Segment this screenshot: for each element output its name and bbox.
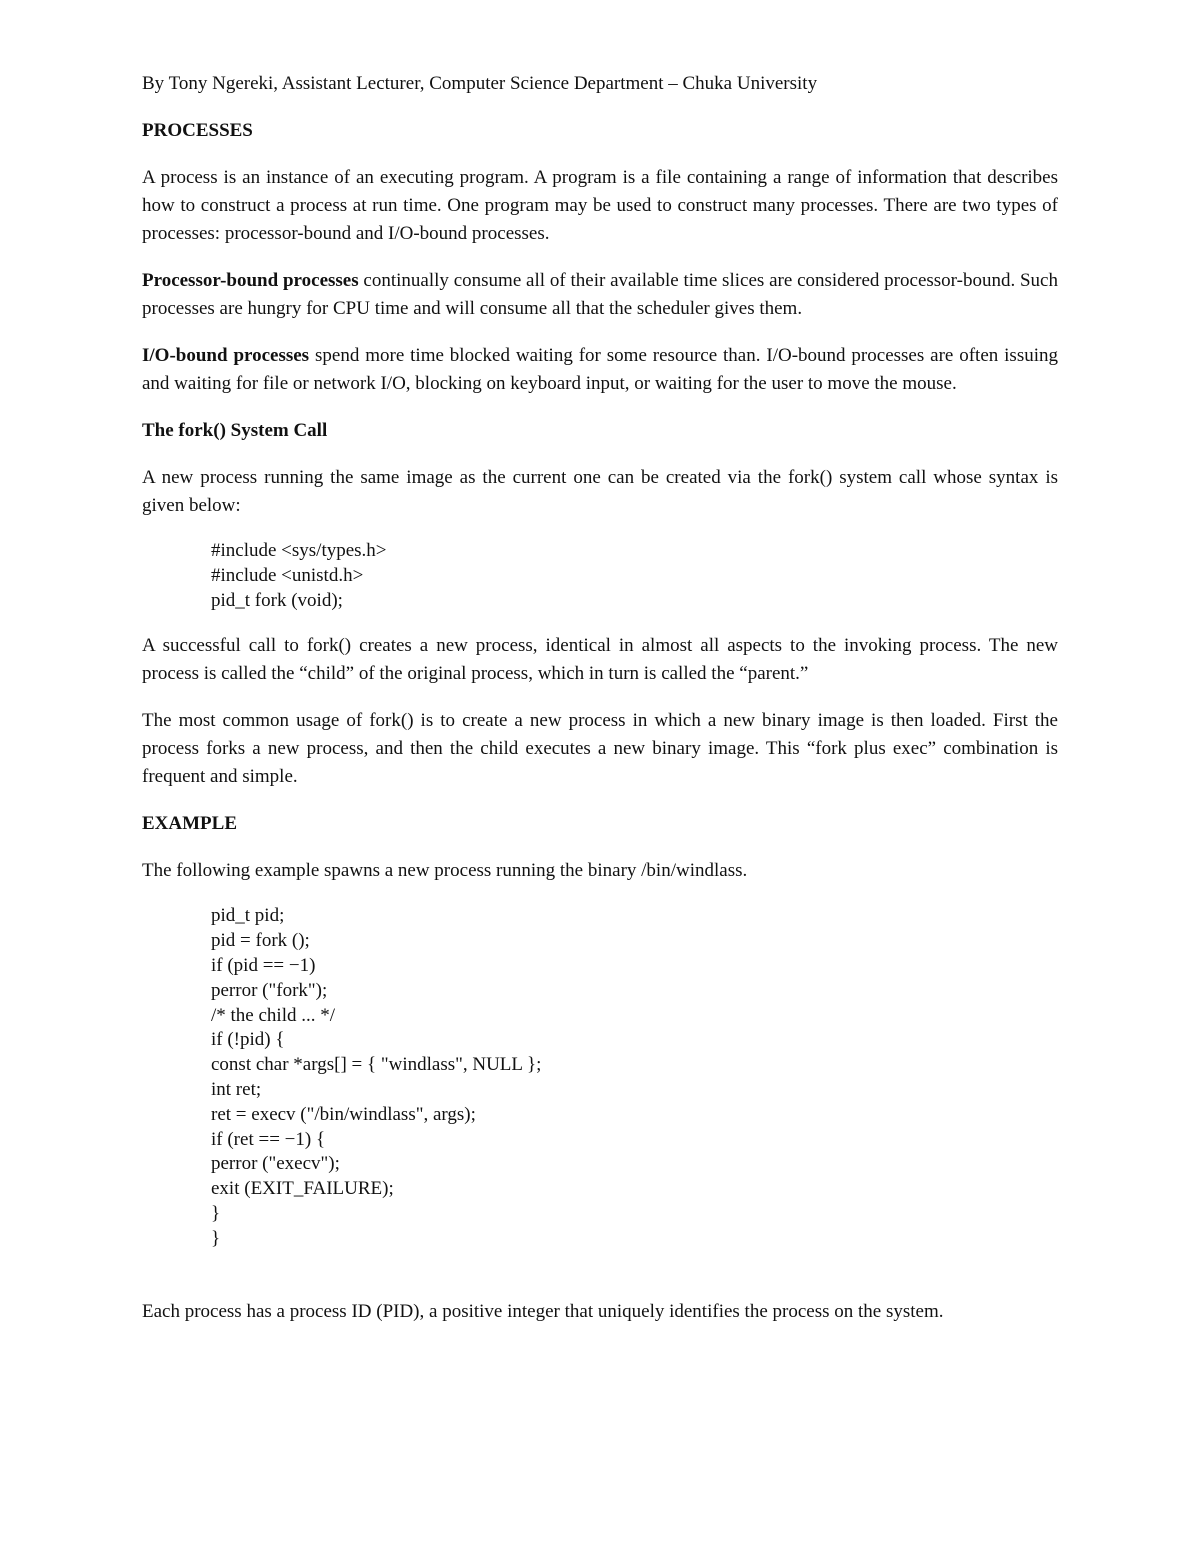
code-line: } bbox=[211, 1227, 221, 1249]
paragraph-pid: Each process has a process ID (PID), a positive integer that uniquely identifies the process on the system. bbox=[142, 1300, 944, 1322]
code-line: } bbox=[211, 1202, 221, 1224]
paragraph-fork-success: A successful call to fork() creates a new process, identical in almost all aspects to the invoking process. The new process is called the “child” of the original process, which in turn is called the “parent.” bbox=[142, 635, 1058, 685]
author-line: By Tony Ngereki, Assistant Lecturer, Computer Science Department – Chuka University bbox=[142, 73, 818, 94]
code-line: ret = execv ("/bin/windlass", args); bbox=[211, 1103, 476, 1125]
code-line: pid_t pid; bbox=[211, 905, 285, 927]
code-line: if (ret == −1) { bbox=[211, 1128, 326, 1150]
code-line: int ret; bbox=[211, 1078, 262, 1100]
term-processor-bound: Processor-bound processes bbox=[142, 270, 359, 291]
code-line: perror ("execv"); bbox=[211, 1153, 340, 1175]
code-line: exit (EXIT_FAILURE); bbox=[211, 1178, 394, 1200]
code-line: pid = fork (); bbox=[211, 930, 310, 952]
processor-bound-text: continually consume all of their available time slices are considered processor-bound. Such processes are hungry for CPU time and will consume all that the scheduler gives them. bbox=[142, 270, 1058, 319]
paragraph-intro: A process is an instance of an executing program. A program is a file containing a range of information that describes how to construct a process at run time. One program may be used to construct many processes. There are two types of processes: processor-bound and I/O-bound processes. bbox=[142, 167, 1058, 244]
term-io-bound: I/O-bound processes bbox=[142, 345, 310, 366]
code-line: /* the child ... */ bbox=[211, 1004, 336, 1026]
document-page bbox=[142, 70, 1058, 1345]
paragraph-processor-bound bbox=[142, 267, 1058, 323]
code-example-block bbox=[211, 904, 1058, 1251]
paragraph-example-intro: The following example spawns a new process running the binary /bin/windlass. bbox=[142, 860, 748, 882]
code-syntax-block bbox=[211, 539, 1058, 613]
heading-processes: PROCESSES bbox=[142, 120, 253, 141]
code-line: #include <sys/types.h> bbox=[211, 540, 387, 561]
code-line: const char *args[] = { "windlass", NULL }; bbox=[211, 1054, 542, 1076]
code-line: perror ("fork"); bbox=[211, 979, 328, 1001]
code-line: if (pid == −1) bbox=[211, 954, 316, 976]
code-line: #include <unistd.h> bbox=[211, 564, 364, 586]
paragraph-io-bound bbox=[142, 342, 1058, 398]
paragraph-fork-intro: A new process running the same image as the current one can be created via the fork() system call whose syntax is given below: bbox=[142, 467, 1058, 516]
paragraph-fork-usage: The most common usage of fork() is to create a new process in which a new binary image is then loaded. First the process forks a new process, and then the child executes a new binary image. This “fork plus exec” combination is frequent and simple. bbox=[142, 710, 1058, 788]
code-line: if (!pid) { bbox=[211, 1029, 285, 1051]
io-bound-text: spend more time blocked waiting for some resource than. I/O-bound processes are often issuing and waiting for file or network I/O, blocking on keyboard input, or waiting for the user to move the mouse. bbox=[142, 345, 1059, 394]
heading-example: EXAMPLE bbox=[142, 813, 237, 835]
code-line: pid_t fork (void); bbox=[211, 589, 343, 611]
heading-fork: The fork() System Call bbox=[142, 420, 328, 441]
